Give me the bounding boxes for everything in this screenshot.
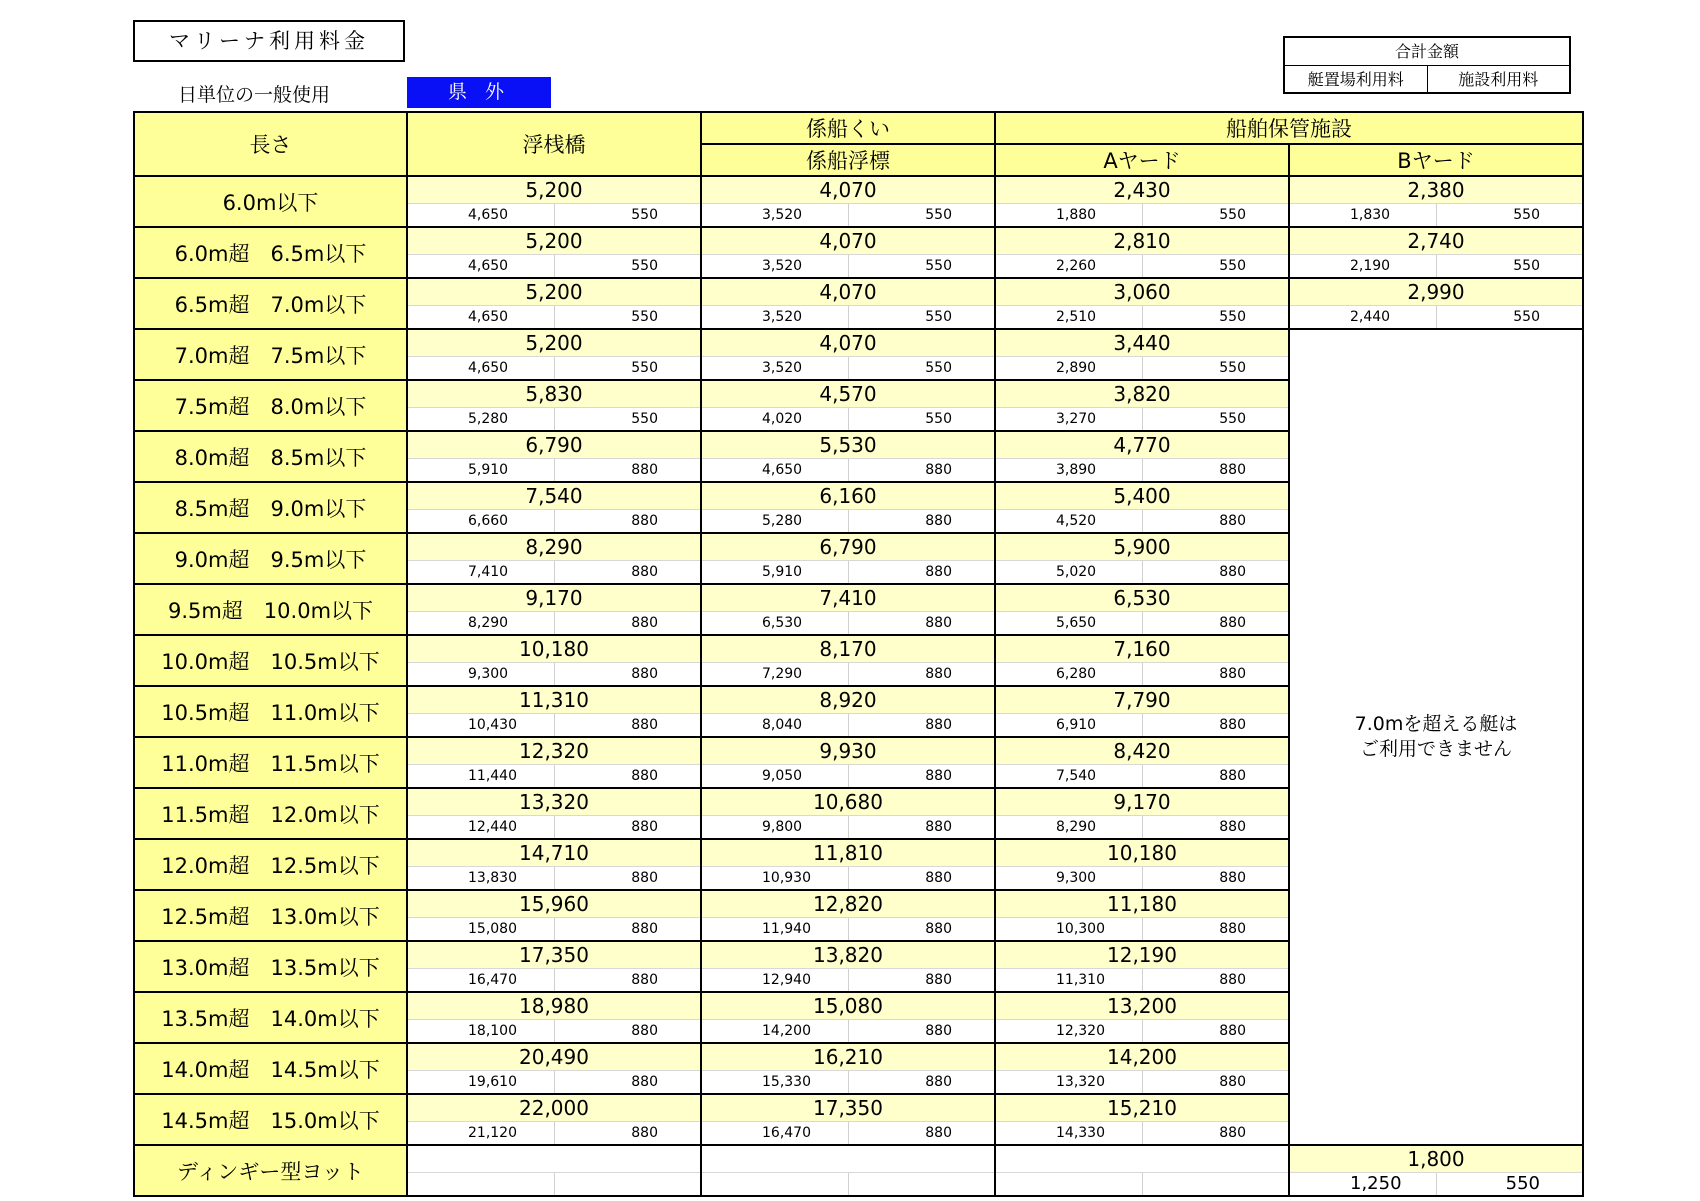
fee-floating-pier-total: 8,290 <box>407 533 701 560</box>
row-length-label: 11.5m超 12.0m以下 <box>134 788 407 839</box>
fee-mooring-total: 4,070 <box>701 176 995 203</box>
fee-floating-pier-total: 11,310 <box>407 686 701 713</box>
fee-floating-pier-facility: 880 <box>554 662 701 686</box>
fee-yard-b-total: 2,380 <box>1289 176 1583 203</box>
fee-mooring-total: 5,530 <box>701 431 995 458</box>
fee-floating-pier-facility: 550 <box>554 203 701 227</box>
fee-yard-a-berth: 3,890 <box>995 458 1142 482</box>
row-length-label: 8.0m超 8.5m以下 <box>134 431 407 482</box>
empty-fee-cell <box>701 1145 995 1172</box>
fee-floating-pier-facility: 880 <box>554 560 701 584</box>
fee-floating-pier-total: 5,830 <box>407 380 701 407</box>
fee-mooring-berth: 16,470 <box>701 1121 848 1145</box>
fee-mooring-berth: 8,040 <box>701 713 848 737</box>
fee-yard-a-berth: 9,300 <box>995 866 1142 890</box>
empty-fee-cell <box>407 1172 554 1196</box>
fee-yard-a-facility: 880 <box>1142 1121 1289 1145</box>
fee-floating-pier-facility: 880 <box>554 917 701 941</box>
fee-mooring-facility: 880 <box>848 560 995 584</box>
fee-floating-pier-total: 6,790 <box>407 431 701 458</box>
fee-floating-pier-total: 5,200 <box>407 176 701 203</box>
fee-yard-a-berth: 8,290 <box>995 815 1142 839</box>
fee-yard-a-total: 3,820 <box>995 380 1289 407</box>
fee-yard-a-total: 5,400 <box>995 482 1289 509</box>
fee-yard-a-facility: 880 <box>1142 1019 1289 1043</box>
fee-yard-a-berth: 6,280 <box>995 662 1142 686</box>
fee-yard-a-total: 8,420 <box>995 737 1289 764</box>
fee-yard-a-facility: 880 <box>1142 713 1289 737</box>
fee-floating-pier-facility: 550 <box>554 305 701 329</box>
fee-floating-pier-berth: 15,080 <box>407 917 554 941</box>
fee-mooring-facility: 880 <box>848 917 995 941</box>
fee-mooring-berth: 7,290 <box>701 662 848 686</box>
fee-mooring-facility: 550 <box>848 407 995 431</box>
fee-floating-pier-total: 14,710 <box>407 839 701 866</box>
fee-floating-pier-facility: 550 <box>554 356 701 380</box>
fee-floating-pier-total: 12,320 <box>407 737 701 764</box>
fee-yard-a-berth: 14,330 <box>995 1121 1142 1145</box>
fee-mooring-berth: 9,050 <box>701 764 848 788</box>
fee-floating-pier-berth: 4,650 <box>407 356 554 380</box>
fee-yard-a-facility: 880 <box>1142 815 1289 839</box>
fee-floating-pier-berth: 4,650 <box>407 203 554 227</box>
fee-yard-b-facility: 550 <box>1436 305 1583 329</box>
fee-yard-a-berth: 3,270 <box>995 407 1142 431</box>
fee-yard-a-facility: 880 <box>1142 560 1289 584</box>
fee-table <box>133 111 1584 1197</box>
row-length-label: 7.5m超 8.0m以下 <box>134 380 407 431</box>
fee-yard-a-total: 3,060 <box>995 278 1289 305</box>
fee-mooring-total: 10,680 <box>701 788 995 815</box>
fee-mooring-facility: 550 <box>848 203 995 227</box>
fee-mooring-berth: 9,800 <box>701 815 848 839</box>
fee-yard-a-total: 10,180 <box>995 839 1289 866</box>
row-length-label: 13.5m超 14.0m以下 <box>134 992 407 1043</box>
empty-fee-cell <box>995 1172 1142 1196</box>
fee-mooring-facility: 550 <box>848 356 995 380</box>
fee-floating-pier-berth: 9,300 <box>407 662 554 686</box>
fee-floating-pier-facility: 880 <box>554 713 701 737</box>
fee-mooring-facility: 880 <box>848 458 995 482</box>
fee-floating-pier-total: 5,200 <box>407 227 701 254</box>
table-row <box>134 227 1583 254</box>
row-length-label: 10.5m超 11.0m以下 <box>134 686 407 737</box>
fee-mooring-facility: 550 <box>848 305 995 329</box>
fee-yard-b-berth: 1,830 <box>1289 203 1436 227</box>
row-length-label: 12.0m超 12.5m以下 <box>134 839 407 890</box>
fee-floating-pier-facility: 880 <box>554 509 701 533</box>
fee-mooring-berth: 5,280 <box>701 509 848 533</box>
row-length-label: 6.0m超 6.5m以下 <box>134 227 407 278</box>
empty-fee-cell <box>1142 1172 1289 1196</box>
fee-floating-pier-berth: 19,610 <box>407 1070 554 1094</box>
row-length-label: 14.5m超 15.0m以下 <box>134 1094 407 1145</box>
fee-yard-a-berth: 4,520 <box>995 509 1142 533</box>
empty-fee-cell <box>554 1172 701 1196</box>
row-length-label: 14.0m超 14.5m以下 <box>134 1043 407 1094</box>
fee-floating-pier-berth: 5,910 <box>407 458 554 482</box>
fee-yard-a-facility: 550 <box>1142 254 1289 278</box>
fee-mooring-total: 6,790 <box>701 533 995 560</box>
fee-floating-pier-total: 20,490 <box>407 1043 701 1070</box>
fee-floating-pier-facility: 880 <box>554 1121 701 1145</box>
header-storage-facility: 船舶保管施設 <box>995 112 1583 144</box>
fee-yard-a-total: 2,810 <box>995 227 1289 254</box>
yard-b-unavailable-note <box>1289 329 1583 1145</box>
fee-yard-a-facility: 550 <box>1142 407 1289 431</box>
fee-mooring-total: 4,070 <box>701 227 995 254</box>
fee-yard-a-berth: 2,890 <box>995 356 1142 380</box>
row-length-label: 6.0m以下 <box>134 176 407 227</box>
fee-yard-a-berth: 13,320 <box>995 1070 1142 1094</box>
fee-mooring-facility: 880 <box>848 866 995 890</box>
fee-yard-a-berth: 5,650 <box>995 611 1142 635</box>
total-legend-berth-fee: 艇置場利用料 <box>1285 66 1428 93</box>
table-row-dinghy <box>134 1145 1583 1172</box>
fee-floating-pier-facility: 880 <box>554 1019 701 1043</box>
fee-yard-a-facility: 880 <box>1142 1070 1289 1094</box>
fee-yard-a-facility: 880 <box>1142 917 1289 941</box>
fee-yard-a-berth: 2,510 <box>995 305 1142 329</box>
row-length-label: ディンギー型ヨット <box>134 1145 407 1196</box>
region-badge: 県 外 <box>407 77 551 108</box>
fee-mooring-total: 15,080 <box>701 992 995 1019</box>
fee-floating-pier-total: 5,200 <box>407 329 701 356</box>
fee-mooring-berth: 10,930 <box>701 866 848 890</box>
fee-yard-b-facility: 550 <box>1436 203 1583 227</box>
fee-yard-a-berth: 6,910 <box>995 713 1142 737</box>
header-length: 長さ <box>134 112 407 176</box>
fee-mooring-facility: 880 <box>848 611 995 635</box>
fee-mooring-facility: 880 <box>848 713 995 737</box>
fee-yard-a-total: 3,440 <box>995 329 1289 356</box>
fee-floating-pier-total: 15,960 <box>407 890 701 917</box>
fee-mooring-total: 9,930 <box>701 737 995 764</box>
fee-yard-a-total: 6,530 <box>995 584 1289 611</box>
fee-yard-a-facility: 880 <box>1142 968 1289 992</box>
fee-yard-a-total: 14,200 <box>995 1043 1289 1070</box>
fee-floating-pier-facility: 880 <box>554 866 701 890</box>
yard-b-note-line: 7.0mを超える艇は <box>1354 713 1518 735</box>
row-length-label: 9.5m超 10.0m以下 <box>134 584 407 635</box>
fee-yard-a-berth: 2,260 <box>995 254 1142 278</box>
fee-mooring-total: 4,070 <box>701 278 995 305</box>
table-row <box>134 329 1583 356</box>
fee-yard-a-total: 7,790 <box>995 686 1289 713</box>
fee-floating-pier-berth: 5,280 <box>407 407 554 431</box>
table-row <box>134 278 1583 305</box>
fee-mooring-berth: 3,520 <box>701 254 848 278</box>
fee-mooring-total: 17,350 <box>701 1094 995 1121</box>
fee-floating-pier-berth: 8,290 <box>407 611 554 635</box>
fee-floating-pier-facility: 880 <box>554 764 701 788</box>
row-length-label: 7.0m超 7.5m以下 <box>134 329 407 380</box>
fee-mooring-berth: 3,520 <box>701 203 848 227</box>
yard-b-note-line: ご利用できません <box>1359 738 1512 760</box>
total-legend-head: 合計金額 <box>1285 38 1569 66</box>
row-length-label: 12.5m超 13.0m以下 <box>134 890 407 941</box>
fee-floating-pier-berth: 4,650 <box>407 305 554 329</box>
fee-floating-pier-berth: 10,430 <box>407 713 554 737</box>
row-length-label: 11.0m超 11.5m以下 <box>134 737 407 788</box>
fee-yard-a-facility: 550 <box>1142 356 1289 380</box>
fee-floating-pier-facility: 880 <box>554 458 701 482</box>
fee-floating-pier-facility: 550 <box>554 407 701 431</box>
empty-fee-cell <box>701 1172 848 1196</box>
fee-yard-a-facility: 880 <box>1142 509 1289 533</box>
page-title: マリーナ利用料金 <box>133 20 405 62</box>
fee-floating-pier-berth: 18,100 <box>407 1019 554 1043</box>
header-mooring-pile: 係船くい <box>701 112 995 144</box>
row-length-label: 6.5m超 7.0m以下 <box>134 278 407 329</box>
header-yard-b: Bヤード <box>1289 144 1583 176</box>
table-row <box>134 176 1583 203</box>
fee-mooring-total: 8,920 <box>701 686 995 713</box>
fee-mooring-total: 12,820 <box>701 890 995 917</box>
fee-yard-a-facility: 880 <box>1142 458 1289 482</box>
row-length-label: 9.0m超 9.5m以下 <box>134 533 407 584</box>
fee-mooring-berth: 6,530 <box>701 611 848 635</box>
fee-mooring-facility: 880 <box>848 1019 995 1043</box>
fee-floating-pier-total: 13,320 <box>407 788 701 815</box>
fee-yard-a-total: 5,900 <box>995 533 1289 560</box>
fee-mooring-facility: 880 <box>848 968 995 992</box>
fee-mooring-facility: 880 <box>848 1070 995 1094</box>
fee-floating-pier-facility: 880 <box>554 968 701 992</box>
fee-yard-b-berth: 2,440 <box>1289 305 1436 329</box>
fee-floating-pier-berth: 21,120 <box>407 1121 554 1145</box>
fee-yard-a-berth: 10,300 <box>995 917 1142 941</box>
empty-fee-cell <box>407 1145 701 1172</box>
row-length-label: 8.5m超 9.0m以下 <box>134 482 407 533</box>
fee-yard-a-berth: 7,540 <box>995 764 1142 788</box>
fee-floating-pier-berth: 13,830 <box>407 866 554 890</box>
fee-floating-pier-total: 7,540 <box>407 482 701 509</box>
fee-yard-a-facility: 550 <box>1142 203 1289 227</box>
fee-floating-pier-berth: 6,660 <box>407 509 554 533</box>
total-legend-facility-fee: 施設利用料 <box>1458 70 1539 89</box>
fee-yard-a-total: 9,170 <box>995 788 1289 815</box>
fee-yard-a-total: 7,160 <box>995 635 1289 662</box>
fee-floating-pier-total: 10,180 <box>407 635 701 662</box>
fee-floating-pier-total: 18,980 <box>407 992 701 1019</box>
fee-yard-b-total: 2,990 <box>1289 278 1583 305</box>
fee-mooring-berth: 3,520 <box>701 356 848 380</box>
fee-floating-pier-total: 9,170 <box>407 584 701 611</box>
usage-type-label: 日単位の一般使用 <box>178 84 331 106</box>
fee-yard-b-total: 2,740 <box>1289 227 1583 254</box>
fee-mooring-total: 13,820 <box>701 941 995 968</box>
fee-floating-pier-berth: 7,410 <box>407 560 554 584</box>
fee-mooring-total: 4,570 <box>701 380 995 407</box>
fee-mooring-total: 7,410 <box>701 584 995 611</box>
fee-mooring-berth: 3,520 <box>701 305 848 329</box>
fee-yard-a-berth: 1,880 <box>995 203 1142 227</box>
fee-floating-pier-total: 22,000 <box>407 1094 701 1121</box>
fee-yard-a-berth: 5,020 <box>995 560 1142 584</box>
fee-mooring-berth: 15,330 <box>701 1070 848 1094</box>
fee-mooring-facility: 880 <box>848 662 995 686</box>
fee-floating-pier-berth: 12,440 <box>407 815 554 839</box>
header-yard-a: Aヤード <box>995 144 1289 176</box>
fee-mooring-facility: 880 <box>848 509 995 533</box>
fee-yard-a-facility: 550 <box>1142 305 1289 329</box>
fee-floating-pier-berth: 4,650 <box>407 254 554 278</box>
row-length-label: 13.0m超 13.5m以下 <box>134 941 407 992</box>
empty-fee-cell <box>848 1172 995 1196</box>
fee-floating-pier-facility: 880 <box>554 1070 701 1094</box>
empty-fee-cell <box>995 1145 1289 1172</box>
fee-yard-a-berth: 11,310 <box>995 968 1142 992</box>
fee-yard-b-berth: 1,250 <box>1289 1172 1436 1196</box>
fee-mooring-berth: 4,650 <box>701 458 848 482</box>
fee-mooring-berth: 11,940 <box>701 917 848 941</box>
total-legend <box>1283 36 1571 94</box>
fee-floating-pier-facility: 550 <box>554 254 701 278</box>
fee-mooring-facility: 880 <box>848 764 995 788</box>
fee-yard-b-facility: 550 <box>1436 1172 1583 1196</box>
fee-mooring-total: 6,160 <box>701 482 995 509</box>
fee-mooring-facility: 880 <box>848 815 995 839</box>
fee-mooring-facility: 550 <box>848 254 995 278</box>
fee-mooring-total: 16,210 <box>701 1043 995 1070</box>
fee-floating-pier-total: 17,350 <box>407 941 701 968</box>
fee-yard-a-total: 11,180 <box>995 890 1289 917</box>
fee-mooring-total: 8,170 <box>701 635 995 662</box>
fee-floating-pier-berth: 11,440 <box>407 764 554 788</box>
fee-mooring-total: 11,810 <box>701 839 995 866</box>
fee-floating-pier-total: 5,200 <box>407 278 701 305</box>
fee-yard-a-facility: 880 <box>1142 662 1289 686</box>
fee-mooring-facility: 880 <box>848 1121 995 1145</box>
fee-mooring-berth: 5,910 <box>701 560 848 584</box>
fee-floating-pier-facility: 880 <box>554 815 701 839</box>
fee-mooring-berth: 14,200 <box>701 1019 848 1043</box>
header-floating-pier: 浮桟橋 <box>407 112 701 176</box>
header-mooring-buoy: 係船浮標 <box>701 144 995 176</box>
fee-floating-pier-berth: 16,470 <box>407 968 554 992</box>
fee-floating-pier-facility: 880 <box>554 611 701 635</box>
row-length-label: 10.0m超 10.5m以下 <box>134 635 407 686</box>
fee-mooring-berth: 4,020 <box>701 407 848 431</box>
fee-yard-a-total: 2,430 <box>995 176 1289 203</box>
fee-yard-a-total: 12,190 <box>995 941 1289 968</box>
fee-mooring-berth: 12,940 <box>701 968 848 992</box>
fee-yard-a-facility: 880 <box>1142 866 1289 890</box>
fee-yard-a-total: 4,770 <box>995 431 1289 458</box>
fee-yard-b-facility: 550 <box>1436 254 1583 278</box>
fee-yard-a-facility: 880 <box>1142 764 1289 788</box>
fee-yard-a-facility: 880 <box>1142 611 1289 635</box>
fee-mooring-total: 4,070 <box>701 329 995 356</box>
fee-yard-a-total: 15,210 <box>995 1094 1289 1121</box>
fee-yard-a-berth: 12,320 <box>995 1019 1142 1043</box>
fee-yard-a-total: 13,200 <box>995 992 1289 1019</box>
fee-yard-b-berth: 2,190 <box>1289 254 1436 278</box>
fee-yard-b-total: 1,800 <box>1289 1145 1583 1172</box>
